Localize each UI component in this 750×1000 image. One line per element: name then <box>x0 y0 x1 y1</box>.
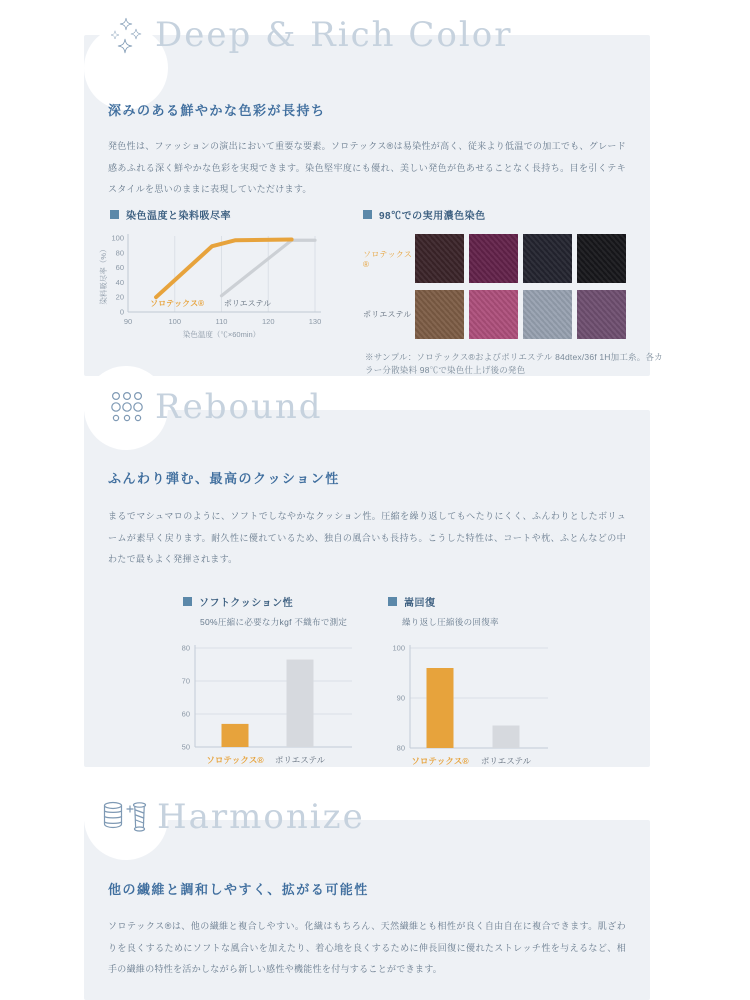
bullet-square-icon <box>183 597 192 606</box>
fabric-swatch <box>415 290 464 339</box>
section-body: ソロテックス®は、他の繊維と複合しやすい。化繊はもちろん、天然繊維とも相性が良く自由自在に複合できます。肌ざわりを良くするためにソフトな風合いを加えたり、着心地を良くするために伸長回復に優れたストレッチ性を与えるなど、相手の繊維の特性を活かしながら新しい感性や機能性を付与することができます。 <box>108 921 626 974</box>
chart-title: 98℃での実用濃色染色 <box>363 207 486 222</box>
svg-text:110: 110 <box>215 317 228 326</box>
section-title: Deep & Rich Color <box>155 15 513 55</box>
chart-title: ソフトクッション性 <box>183 594 293 609</box>
fabric-swatch <box>415 234 464 283</box>
section-heading: 他の繊維と調和しやすく、拡がる可能性 <box>108 882 369 897</box>
section-heading: 深みのある鮮やかな色彩が長持ち <box>108 103 326 118</box>
svg-text:100: 100 <box>111 233 124 243</box>
svg-text:50: 50 <box>181 742 190 752</box>
section-title-row <box>102 796 365 838</box>
series-label: ソロテックス® <box>150 299 205 309</box>
bullet-square-icon <box>110 210 119 219</box>
section-title: Rebound <box>155 387 323 427</box>
spools-icon <box>102 798 148 836</box>
fabric-swatch <box>523 234 572 283</box>
dye-line-chart-block <box>99 205 368 350</box>
svg-text:80: 80 <box>396 743 405 753</box>
swatch-row-label: ソロテックス® <box>363 249 413 269</box>
bar-category-label: ポリエステル <box>480 756 532 766</box>
bullet-square-icon <box>363 210 372 219</box>
fabric-swatch <box>577 290 626 339</box>
svg-text:90: 90 <box>396 693 405 703</box>
svg-text:70: 70 <box>181 676 190 686</box>
section-body: 発色性は、ファッションの演出において重要な要素。ソロテックス®は易染性が高く、従来より低温での加工でも、グレード感あふれる深く鮮やかな色彩を実現できます。染色堅牢度にも優れ、美しい発色が色あせることなく長持ち。目を引くテキスタイルを思いのままに表現していただけます。 <box>108 141 626 194</box>
bar-category-label: ポリエステル <box>274 755 326 765</box>
soft-cushion-chart-block <box>176 592 371 767</box>
svg-text:80: 80 <box>115 248 124 258</box>
bar <box>493 726 520 749</box>
svg-text:100: 100 <box>168 317 182 326</box>
svg-text:染料吸尽率（%）: 染料吸尽率（%） <box>99 245 108 305</box>
swatch-row <box>363 290 631 339</box>
bar <box>427 668 454 748</box>
bar-category-label: ソロテックス® <box>411 756 469 766</box>
chart-title: 染色温度と染料吸尽率 <box>110 207 231 222</box>
sample-note: ※サンプル：ソロテックス®およびポリエステル 84dtex/36f 1H加工糸。各カラー分散染料 98℃で染色仕上げ後の発色 <box>365 352 663 375</box>
swatch-block <box>363 205 663 380</box>
bar <box>222 724 249 747</box>
bullet-square-icon <box>388 597 397 606</box>
dye-exhaustion-line-chart <box>95 224 347 344</box>
fabric-swatch-grid <box>363 234 631 346</box>
bar <box>287 660 314 747</box>
bubbles-icon <box>106 388 146 426</box>
bar-category-label: ソロテックス® <box>206 755 264 765</box>
fabric-swatch <box>523 290 572 339</box>
chart-title: 嵩回復 <box>388 594 436 609</box>
series-line <box>156 239 292 297</box>
section-body: まるでマシュマロのように、ソフトでしなやかなクッション性。圧縮を繰り返してもへたりにくく、ふんわりとしたボリュームが素早く戻ります。耐久性に優れているため、独自の風合いも長持ち。こうした特性は、コートや枕、ふとんなどの中わたで最もよく発揮されます。 <box>108 511 626 564</box>
bulk-recovery-chart-block <box>380 592 575 767</box>
section-title-row <box>106 386 323 428</box>
bulk-recovery-bar-chart <box>380 630 570 770</box>
fabric-swatch <box>577 234 626 283</box>
svg-text:100: 100 <box>392 643 405 653</box>
svg-text:60: 60 <box>115 263 124 273</box>
section-title-row <box>106 14 512 56</box>
svg-text:120: 120 <box>261 317 275 326</box>
svg-text:130: 130 <box>308 317 322 326</box>
soft-cushion-bar-chart <box>176 630 366 770</box>
chart-subtitle: 50%圧縮に必要な力kgf 不織布で測定 <box>200 617 348 627</box>
svg-text:90: 90 <box>123 317 133 326</box>
svg-text:40: 40 <box>115 277 124 287</box>
svg-text:80: 80 <box>181 643 190 653</box>
svg-text:20: 20 <box>115 292 124 302</box>
svg-text:染色温度（℃×60min）: 染色温度（℃×60min） <box>182 330 261 339</box>
chart-subtitle: 繰り返し圧縮後の回復率 <box>402 617 499 627</box>
swatch-row-label: ポリエステル <box>363 310 412 319</box>
svg-text:60: 60 <box>181 709 190 719</box>
section-heading: ふんわり弾む、最高のクッション性 <box>108 471 340 486</box>
svg-text:0: 0 <box>119 307 124 317</box>
swatch-row <box>363 234 631 283</box>
sparkles-icon <box>106 15 146 55</box>
section-title: Harmonize <box>157 797 365 837</box>
series-label: ポリエステル <box>223 299 272 309</box>
fabric-swatch <box>469 234 518 283</box>
fabric-swatch <box>469 290 518 339</box>
